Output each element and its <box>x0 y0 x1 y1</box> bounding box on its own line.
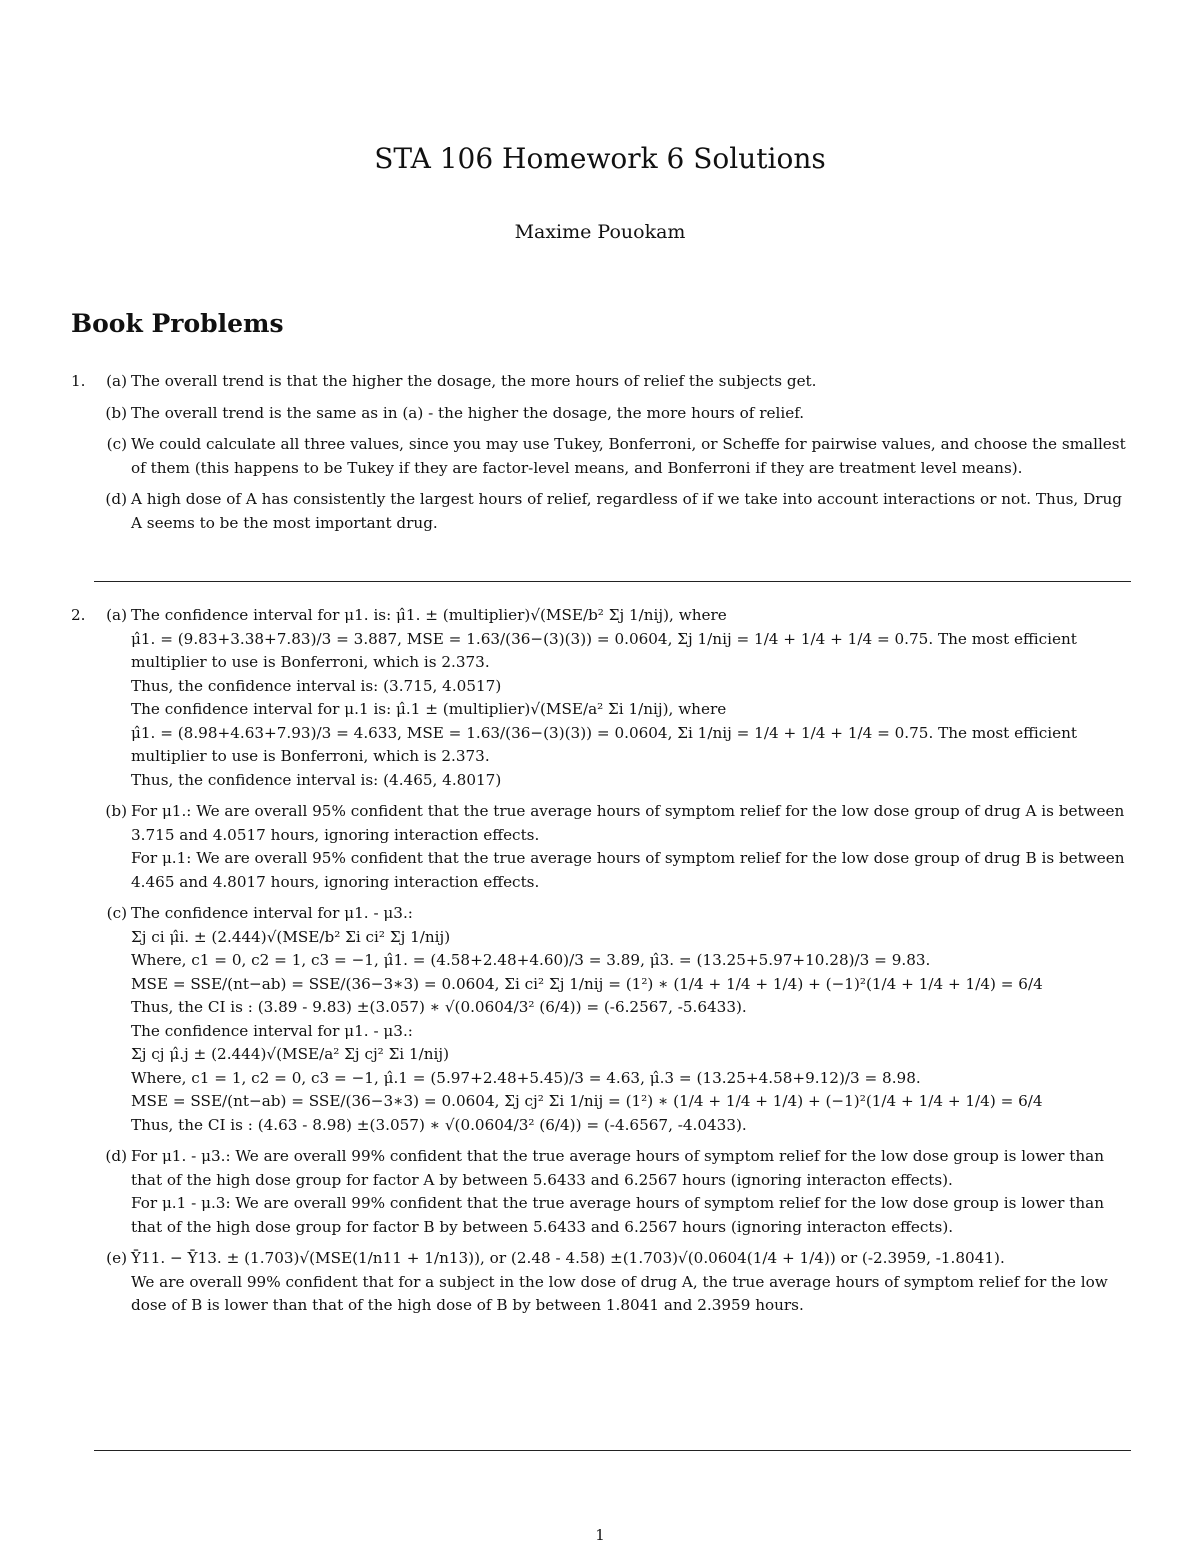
part-label: (a) <box>106 606 127 624</box>
problem-number: 2. <box>71 606 86 624</box>
math-line: The confidence interval for μ.1 is: μ̂.1 ± (multiplier)√(MSE/a² Σi 1/nij), where <box>131 700 727 718</box>
part-label: (e) <box>106 1249 127 1267</box>
problem-1-part-a <box>71 370 1131 394</box>
text-line: We are overall 99% confident that for a subject in the low dose of drug A, the true average hours of symptom relief for the low dose of B is lower than that of the high dose of B by between 1.8041 and 2.3959 hours. <box>131 1272 1108 1314</box>
problem-2 <box>71 604 1131 1326</box>
part-text <box>131 604 1131 792</box>
math-line: Where, c1 = 1, c2 = 0, c3 = −1, μ̂.1 = (5.97+2.48+5.45)/3 = 4.63, μ̂.3 = (13.25+4.58+9.12)/3 = 8.98. <box>131 1068 921 1087</box>
part-label: (d) <box>105 490 127 508</box>
horizontal-rule <box>94 581 1131 582</box>
part-text <box>131 1247 1131 1318</box>
part-text <box>131 902 1131 1137</box>
part-label: (a) <box>106 372 127 390</box>
math-line: μ̂1. = (9.83+3.38+7.83)/3 = 3.887, MSE = 1.63/(36−(3)(3)) = 0.0604, Σj 1/nij = 1/4 + 1/4 + 1/4 = 0.75. The most efficient multiplier to use is Bonferroni, which is 2.373. <box>131 629 1077 671</box>
horizontal-rule <box>94 1450 1131 1451</box>
part-text: The overall trend is the same as in (a) - the higher the dosage, the more hours of relief. <box>131 403 805 422</box>
document-author: Maxime Pouokam <box>514 221 686 243</box>
problem-2-part-a <box>71 604 1131 792</box>
section-heading: Book Problems <box>71 309 284 338</box>
math-line: The confidence interval for μ1. - μ3.: <box>131 904 413 922</box>
problem-2-part-c <box>71 902 1131 1137</box>
math-line: Where, c1 = 0, c2 = 1, c3 = −1, μ̂1. = (4.58+2.48+4.60)/3 = 3.89, μ̂3. = (13.25+5.97+10.28)/3 = 9.83. <box>131 951 931 969</box>
problem-2-part-b <box>71 800 1131 894</box>
text-line: For μ1. - μ3.: We are overall 99% confident that the true average hours of symptom relief for the low dose group is lower than that of the high dose group for factor A by between 5.6433 and 6.2567 hours (ignoring interacton effects). <box>131 1147 1104 1189</box>
math-line: μ̂1. = (8.98+4.63+7.93)/3 = 4.633, MSE = 1.63/(36−(3)(3)) = 0.0604, Σi 1/nij = 1/4 + 1/4 + 1/4 = 0.75. The most efficient multiplier to use is Bonferroni, which is 2.373. <box>131 723 1077 765</box>
problem-2-part-d <box>71 1145 1131 1239</box>
part-label: (c) <box>106 435 127 453</box>
math-line: Thus, the confidence interval is: (3.715, 4.0517) <box>131 676 502 695</box>
part-label: (b) <box>105 403 127 422</box>
text-line: For μ.1 - μ.3: We are overall 99% confident that the true average hours of symptom relief for the low dose group is lower than that of the high dose group for factor B by between 5.6433 and 6.2567 hours (ignoring interacton effects). <box>131 1194 1104 1236</box>
problem-1 <box>71 370 1131 543</box>
math-line: Σj cj μ̂.j ± (2.444)√(MSE/a² Σj cj² Σi 1/nij) <box>131 1045 450 1063</box>
part-text: A high dose of A has consistently the largest hours of relief, regardless of if we take into account interactions or not. Thus, Drug A seems to be the most important drug. <box>131 490 1123 532</box>
problem-2-part-e <box>71 1247 1131 1318</box>
math-line: The confidence interval for μ1. is: μ̂1. ± (multiplier)√(MSE/b² Σj 1/nij), where <box>131 606 727 624</box>
problem-1-part-d <box>71 488 1131 535</box>
math-line: MSE = SSE/(nt−ab) = SSE/(36−3∗3) = 0.0604, Σj cj² Σi 1/nij = (1²) ∗ (1/4 + 1/4 + 1/4) + (−1)²(1/4 + 1/4 + 1/4) = 6/4 <box>131 1092 1043 1110</box>
part-label: (d) <box>105 1147 127 1165</box>
math-line: MSE = SSE/(nt−ab) = SSE/(36−3∗3) = 0.0604, Σi ci² Σj 1/nij = (1²) ∗ (1/4 + 1/4 + 1/4) + (−1)²(1/4 + 1/4 + 1/4) = 6/4 <box>131 974 1043 993</box>
math-line: Thus, the CI is : (4.63 - 8.98) ±(3.057) ∗ √(0.0604/3² (6/4)) = (-4.6567, -4.0433). <box>131 1115 747 1134</box>
part-text: We could calculate all three values, since you may use Tukey, Bonferroni, or Scheffe for pairwise values, and choose the smallest of them (this happens to be Tukey if they are factor-level means, and Bonferroni if they are treatment level means). <box>131 435 1126 477</box>
problem-number: 1. <box>71 372 86 390</box>
document-title: STA 106 Homework 6 Solutions <box>374 142 826 175</box>
problem-1-part-b <box>71 402 1131 426</box>
part-label: (b) <box>105 802 127 820</box>
problem-1-part-c <box>71 433 1131 480</box>
part-text <box>131 1145 1131 1239</box>
text-line: For μ.1: We are overall 95% confident that the true average hours of symptom relief for the low dose group of drug B is between 4.465 and 4.8017 hours, ignoring interaction effects. <box>131 849 1125 891</box>
part-text: The overall trend is that the higher the dosage, the more hours of relief the subjects get. <box>131 372 817 390</box>
math-line: The confidence interval for μ1. - μ3.: <box>131 1021 413 1040</box>
math-line: Thus, the confidence interval is: (4.465, 4.8017) <box>131 770 502 789</box>
page-number: 1 <box>595 1526 605 1544</box>
math-line: Thus, the CI is : (3.89 - 9.83) ±(3.057) ∗ √(0.0604/3² (6/4)) = (-6.2567, -5.6433). <box>131 998 747 1016</box>
text-line: For μ1.: We are overall 95% confident that the true average hours of symptom relief for the low dose group of drug A is between 3.715 and 4.0517 hours, ignoring interaction effects. <box>131 802 1125 844</box>
math-line: Ȳ11. − Ȳ13. ± (1.703)√(MSE(1/n11 + 1/n13)), or (2.48 - 4.58) ±(1.703)√(0.0604(1/4 + 1/4)) or (-2.3959, -1.8041). <box>131 1249 1005 1267</box>
part-label: (c) <box>106 904 127 922</box>
math-line: Σj ci μ̂i. ± (2.444)√(MSE/b² Σi ci² Σj 1/nij) <box>131 927 451 946</box>
part-text <box>131 800 1131 894</box>
